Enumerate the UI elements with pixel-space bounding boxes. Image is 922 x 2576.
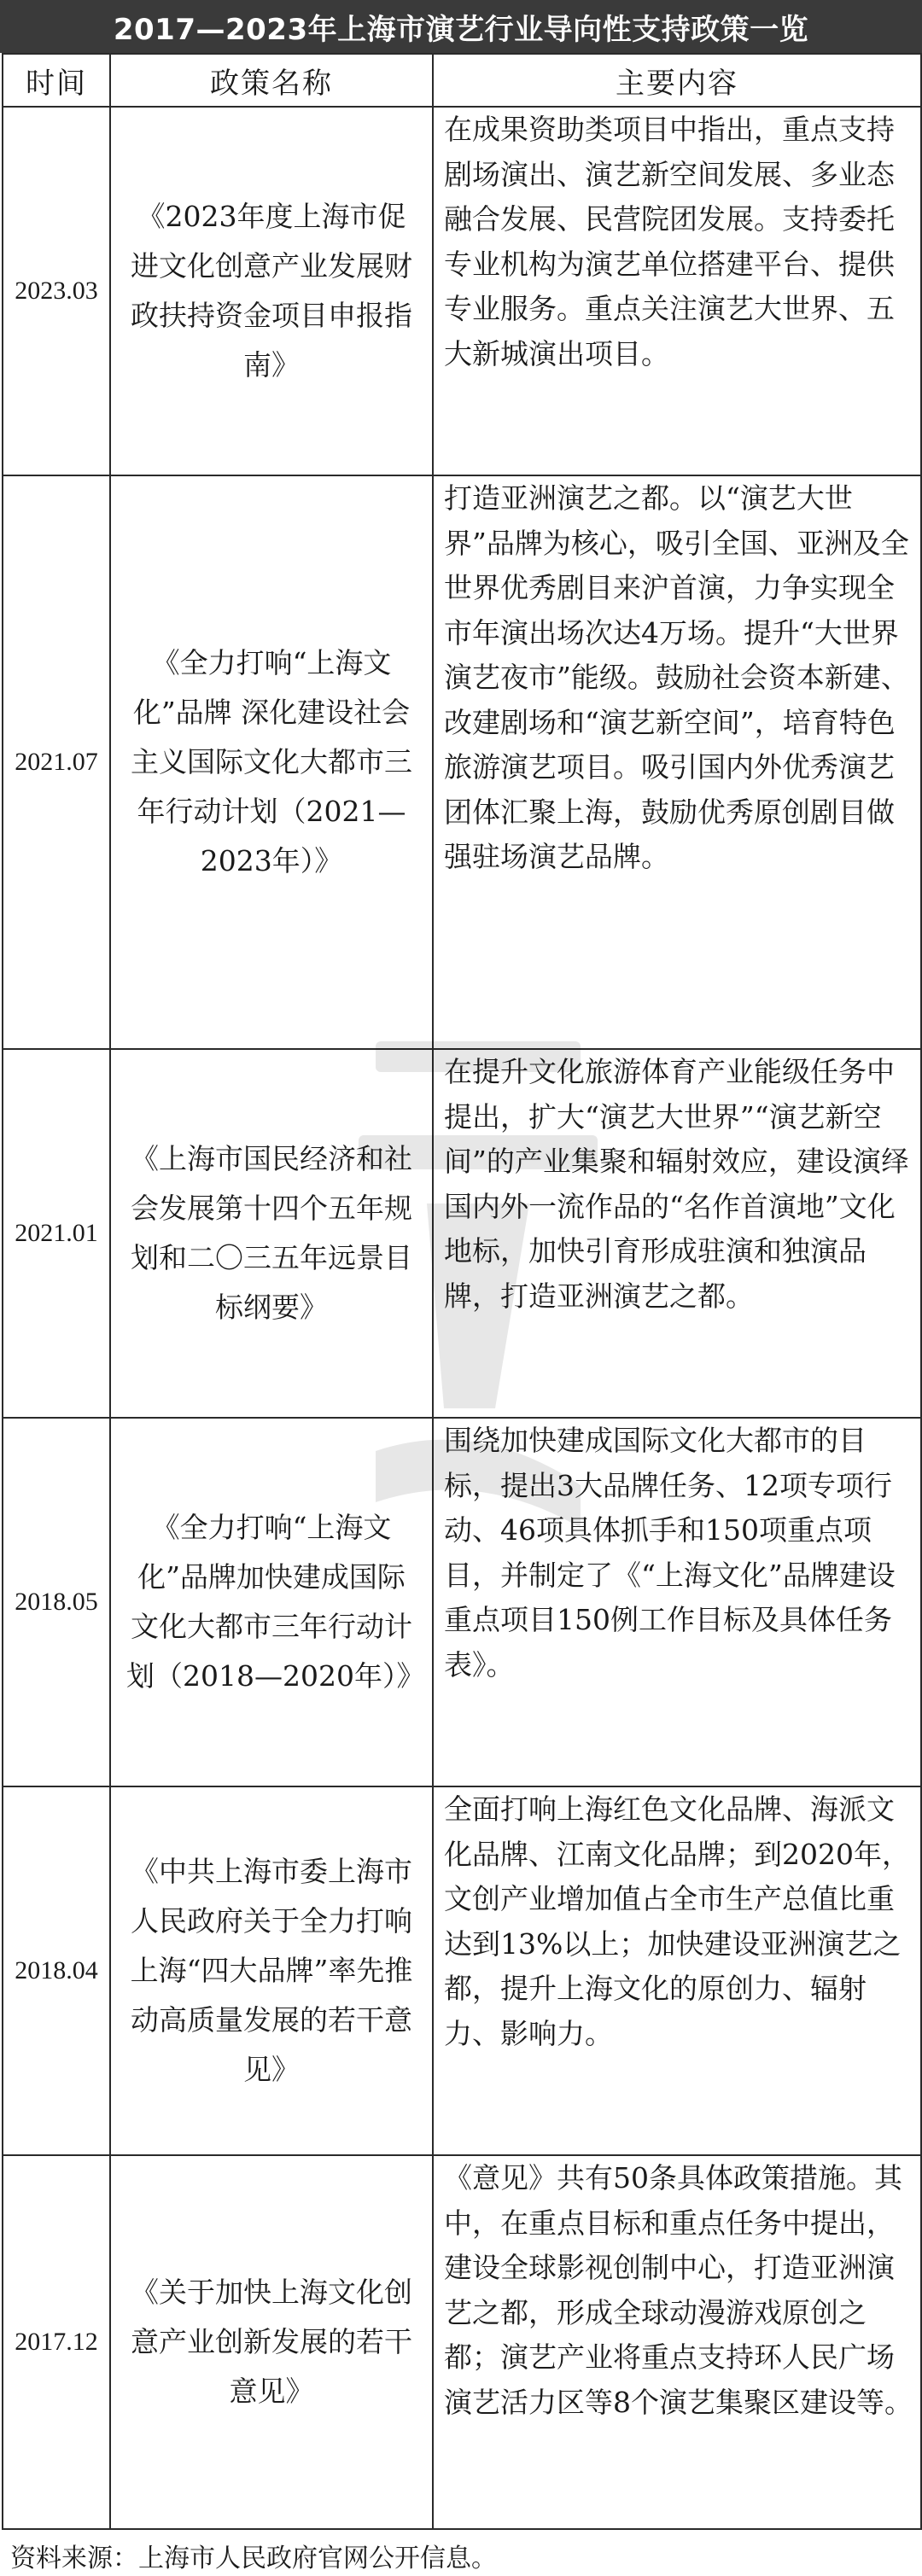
row-policy-name: 《关于加快上海文化创意产业创新发展的若干意见》 — [110, 2155, 433, 2529]
header-name: 政策名称 — [110, 54, 433, 107]
table-title: 2017—2023年上海市演艺行业导向性支持政策一览 — [0, 0, 922, 53]
row-content: 在提升文化旅游体育产业能级任务中提出，扩大“演艺大世界”“演艺新空间”的产业集聚和辐射效应，建设演绎国内外一流作品的“名作首演地”文化地标，加快引育形成驻演和独演品牌，打造亚洲演艺之都。 — [433, 1049, 921, 1418]
row-policy-name: 《上海市国民经济和社会发展第十四个五年规划和二〇三五年远景目标纲要》 — [110, 1049, 433, 1418]
row-time: 2018.05 — [3, 1418, 110, 1786]
row-time: 2021.01 — [3, 1049, 110, 1418]
row-content: 在成果资助类项目中指出，重点支持剧场演出、演艺新空间发展、多业态融合发展、民营院团发展。支持委托专业机构为演艺单位搭建平台、提供专业服务。重点关注演艺大世界、五大新城演出项目。 — [433, 107, 921, 475]
row-content: 围绕加快建成国际文化大都市的目标，提出3大品牌任务、12项专项行动、46项具体抓手和150项重点项目，并制定了《“上海文化”品牌建设重点项目150例工作目标及具体任务表》。 — [433, 1418, 921, 1786]
row-time: 2021.07 — [3, 475, 110, 1049]
row-time: 2017.12 — [3, 2155, 110, 2529]
row-content: 《意见》共有50条具体政策措施。其中，在重点目标和重点任务中提出，建设全球影视创制中心，打造亚洲演艺之都，形成全球动漫游戏原创之都；演艺产业将重点支持环人民广场演艺活力区等8个演艺集聚区建设等。 — [433, 2155, 921, 2529]
source-note: 资料来源：上海市人民政府官网公开信息。 — [10, 2544, 497, 2573]
row-content: 打造亚洲演艺之都。以“演艺大世界”品牌为核心，吸引全国、亚洲及全世界优秀剧目来沪首演，力争实现全市年演出场次达4万场。提升“大世界演艺夜市”能级。鼓励社会资本新建、改建剧场和“演艺新空间”，培育特色旅游演艺项目。吸引国内外优秀演艺团体汇聚上海，鼓励优秀原创剧目做强驻场演艺品牌。 — [433, 475, 921, 1049]
row-content: 全面打响上海红色文化品牌、海派文化品牌、江南文化品牌；到2020年，文创产业增加值占全市生产总值比重达到13%以上；加快建设亚洲演艺之都，提升上海文化的原创力、辐射力、影响力。 — [433, 1786, 921, 2155]
row-time: 2023.03 — [3, 107, 110, 475]
row-policy-name: 《全力打响“上海文化”品牌 深化建设社会主义国际文化大都市三年行动计划（2021—2023年）》 — [110, 475, 433, 1049]
table-row — [3, 107, 921, 475]
header-time: 时间 — [3, 54, 110, 107]
table-row — [3, 1786, 921, 2155]
row-policy-name: 《2023年度上海市促进文化创意产业发展财政扶持资金项目申报指南》 — [110, 107, 433, 475]
table-row — [3, 1049, 921, 1418]
header-row — [3, 54, 921, 107]
table-row — [3, 1418, 921, 1786]
table-row — [3, 2155, 921, 2529]
row-policy-name: 《全力打响“上海文化”品牌加快建成国际文化大都市三年行动计划（2018—2020年）》 — [110, 1418, 433, 1786]
row-policy-name: 《中共上海市委上海市人民政府关于全力打响上海“四大品牌”率先推动高质量发展的若干意见》 — [110, 1786, 433, 2155]
header-content: 主要内容 — [433, 54, 921, 107]
table-row — [3, 475, 921, 1049]
policy-table — [2, 53, 922, 2530]
row-time: 2018.04 — [3, 1786, 110, 2155]
